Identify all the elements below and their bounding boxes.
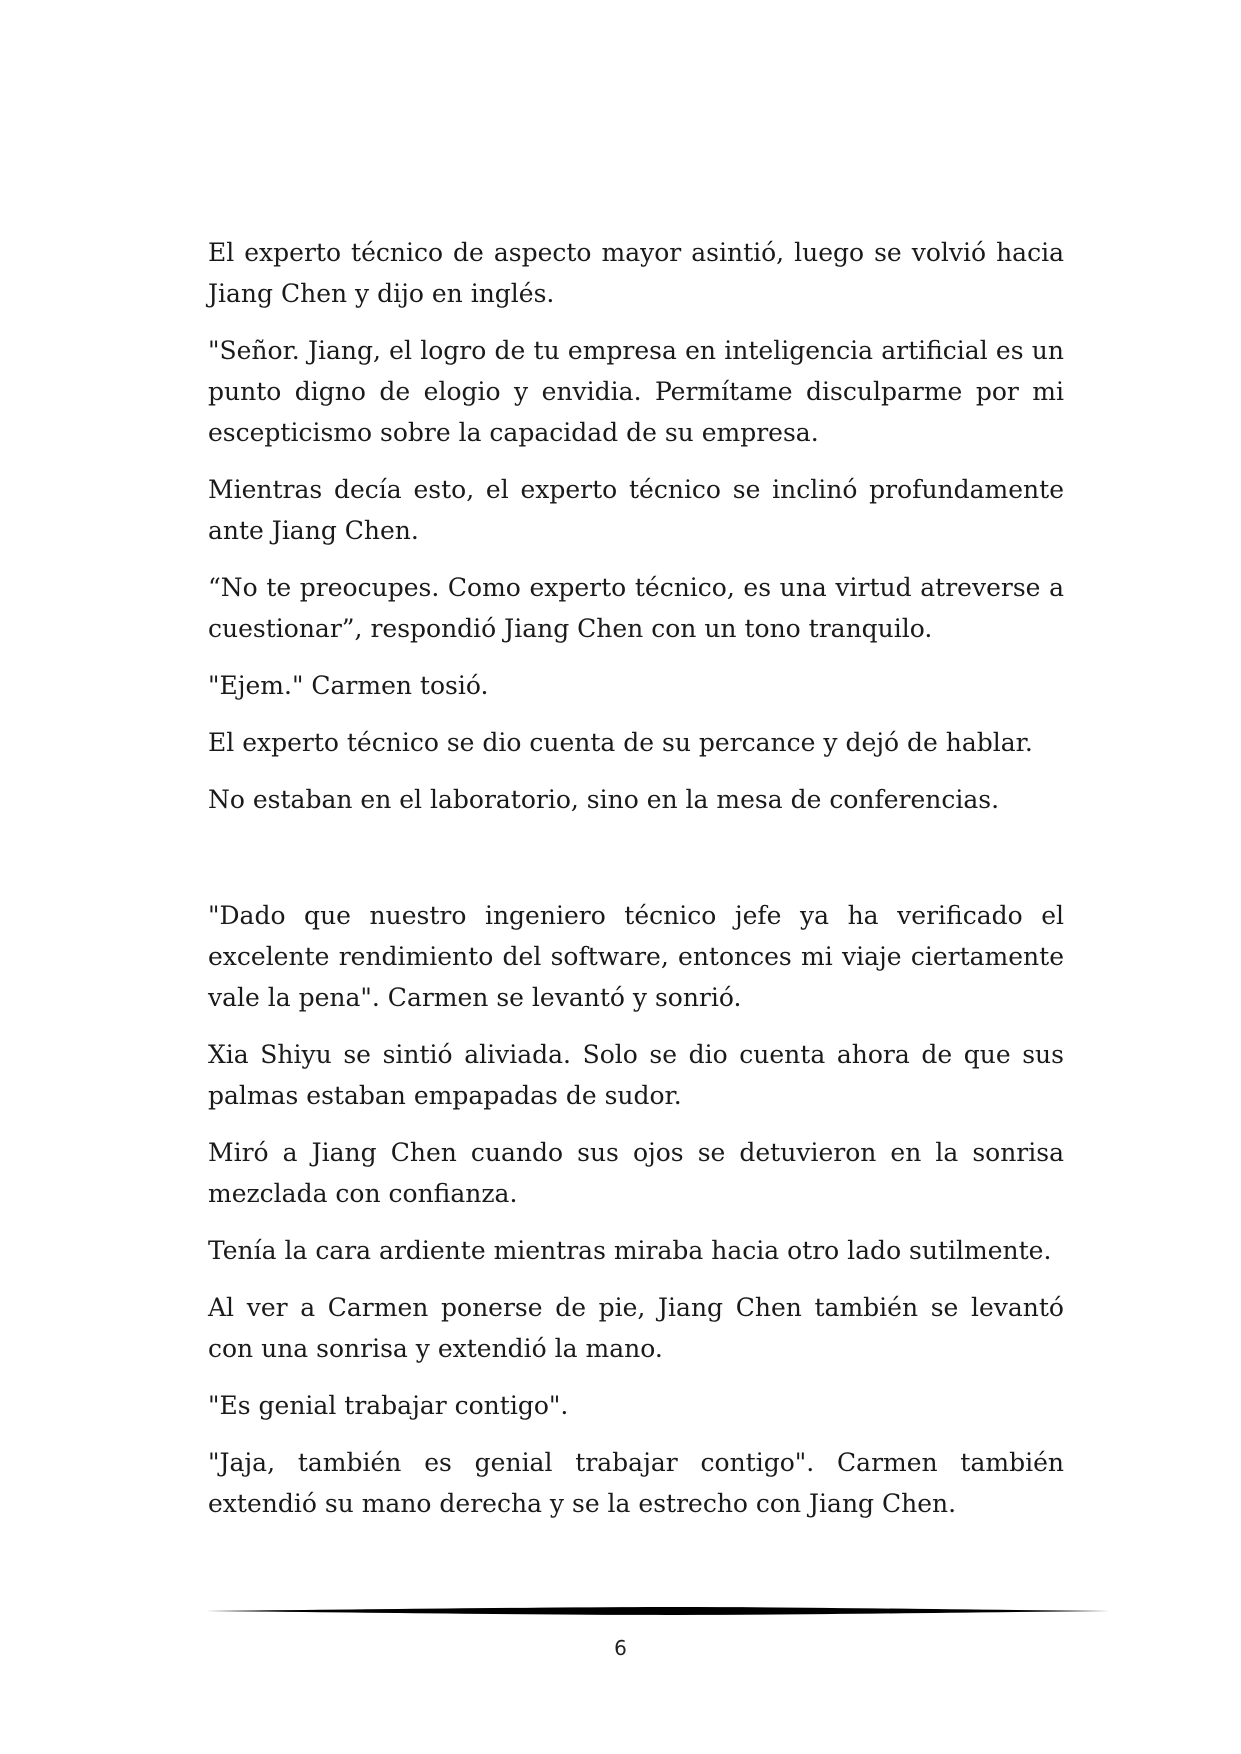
page-number: 6 — [614, 1636, 627, 1660]
paragraph: El experto técnico de aspecto mayor asintió, luego se volvió hacia Jiang Chen y dijo en inglés. — [208, 238, 1064, 308]
paragraph: Tenía la cara ardiente mientras miraba hacia otro lado sutilmente. — [208, 1236, 1052, 1265]
paragraph: "Es genial trabajar contigo". — [208, 1391, 569, 1420]
section-break — [208, 836, 1064, 895]
paragraph: "Jaja, también es genial trabajar contigo". Carmen también extendió su mano derecha y se la estrecho con Jiang Chen. — [208, 1448, 1064, 1518]
paragraph: “No te preocupes. Como experto técnico, es una virtud atreverse a cuestionar”, respondió Jiang Chen con un tono tranquilo. — [208, 573, 1064, 643]
paragraph: No estaban en el laboratorio, sino en la mesa de conferencias. — [208, 785, 1000, 814]
paragraph: Miró a Jiang Chen cuando sus ojos se detuvieron en la sonrisa mezclada con confianza. — [208, 1138, 1064, 1208]
paragraph: Mientras decía esto, el experto técnico se inclinó profundamente ante Jiang Chen. — [208, 475, 1064, 545]
paragraph: El experto técnico se dio cuenta de su percance y dejó de hablar. — [208, 728, 1033, 757]
paragraph: "Ejem." Carmen tosió. — [208, 671, 489, 700]
paragraph: "Señor. Jiang, el logro de tu empresa en inteligencia artificial es un punto digno de elogio y envidia. Permítame disculparme por mi escepticismo sobre la capacidad de su empresa. — [208, 336, 1064, 447]
paragraph: Xia Shiyu se sintió aliviada. Solo se dio cuenta ahora de que sus palmas estaban empapadas de sudor. — [208, 1040, 1064, 1110]
body-text — [208, 232, 1064, 1540]
footer-rule — [206, 1606, 1110, 1616]
paragraph: Al ver a Carmen ponerse de pie, Jiang Chen también se levantó con una sonrisa y extendió la mano. — [208, 1293, 1064, 1363]
paragraph: "Dado que nuestro ingeniero técnico jefe ya ha verificado el excelente rendimiento del software, entonces mi viaje ciertamente vale la pena". Carmen se levantó y sonrió. — [208, 901, 1064, 1012]
